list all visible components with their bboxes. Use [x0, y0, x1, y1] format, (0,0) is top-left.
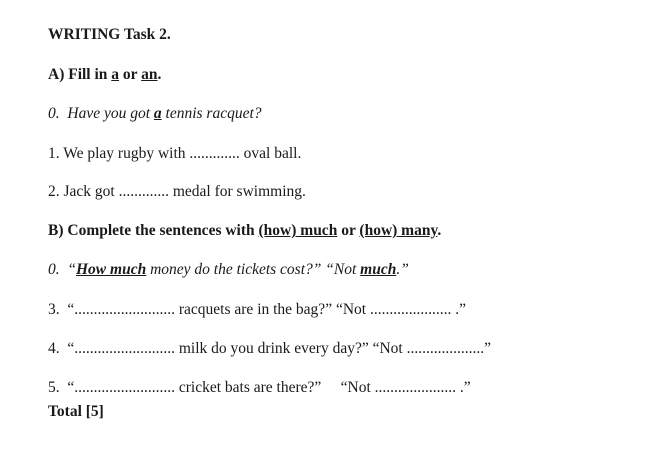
- question-5: 5. “.......................... cricket bats are there?” “Not ..................... .”: [48, 379, 471, 396]
- example-answer-how-much: How much: [76, 261, 147, 278]
- heading-period: .: [437, 222, 442, 239]
- option-how-much: (how) much: [258, 222, 338, 239]
- question-1: 1. We play rugby with ............. oval ball.: [48, 145, 302, 162]
- option-how-many: (how) many: [359, 222, 438, 239]
- example-text: 0. Have you got: [48, 105, 154, 122]
- section-a-heading: [48, 66, 161, 84]
- question-4: 4. “.......................... milk do you drink every day?” “Not ....................”: [48, 340, 491, 357]
- example-text-end: tennis racquet?: [161, 105, 262, 122]
- total-score: Total [5]: [48, 403, 104, 420]
- section-b-heading: [48, 222, 441, 240]
- question-2: 2. Jack got ............. medal for swimming.: [48, 183, 306, 200]
- section-a-heading-text: A) Fill in: [48, 66, 112, 83]
- question-3: 3. “.......................... racquets are in the bag?” “Not ..................... .”: [48, 301, 466, 318]
- or-text: or: [337, 222, 360, 239]
- or-text: or: [119, 66, 142, 83]
- option-an: an: [141, 66, 158, 83]
- section-b-heading-text: B) Complete the sentences with: [48, 222, 259, 239]
- option-a: a: [111, 66, 120, 83]
- example-text-end: .”: [396, 261, 409, 278]
- example-answer-much: much: [360, 261, 397, 278]
- example-answer: a: [153, 105, 162, 122]
- section-b-example: [48, 261, 409, 279]
- example-text: money do the tickets cost?” “Not: [146, 261, 361, 278]
- heading-period: .: [157, 66, 162, 83]
- section-a-example: [48, 105, 262, 123]
- example-number: 0. “: [48, 261, 76, 278]
- worksheet-title: WRITING Task 2.: [48, 26, 171, 43]
